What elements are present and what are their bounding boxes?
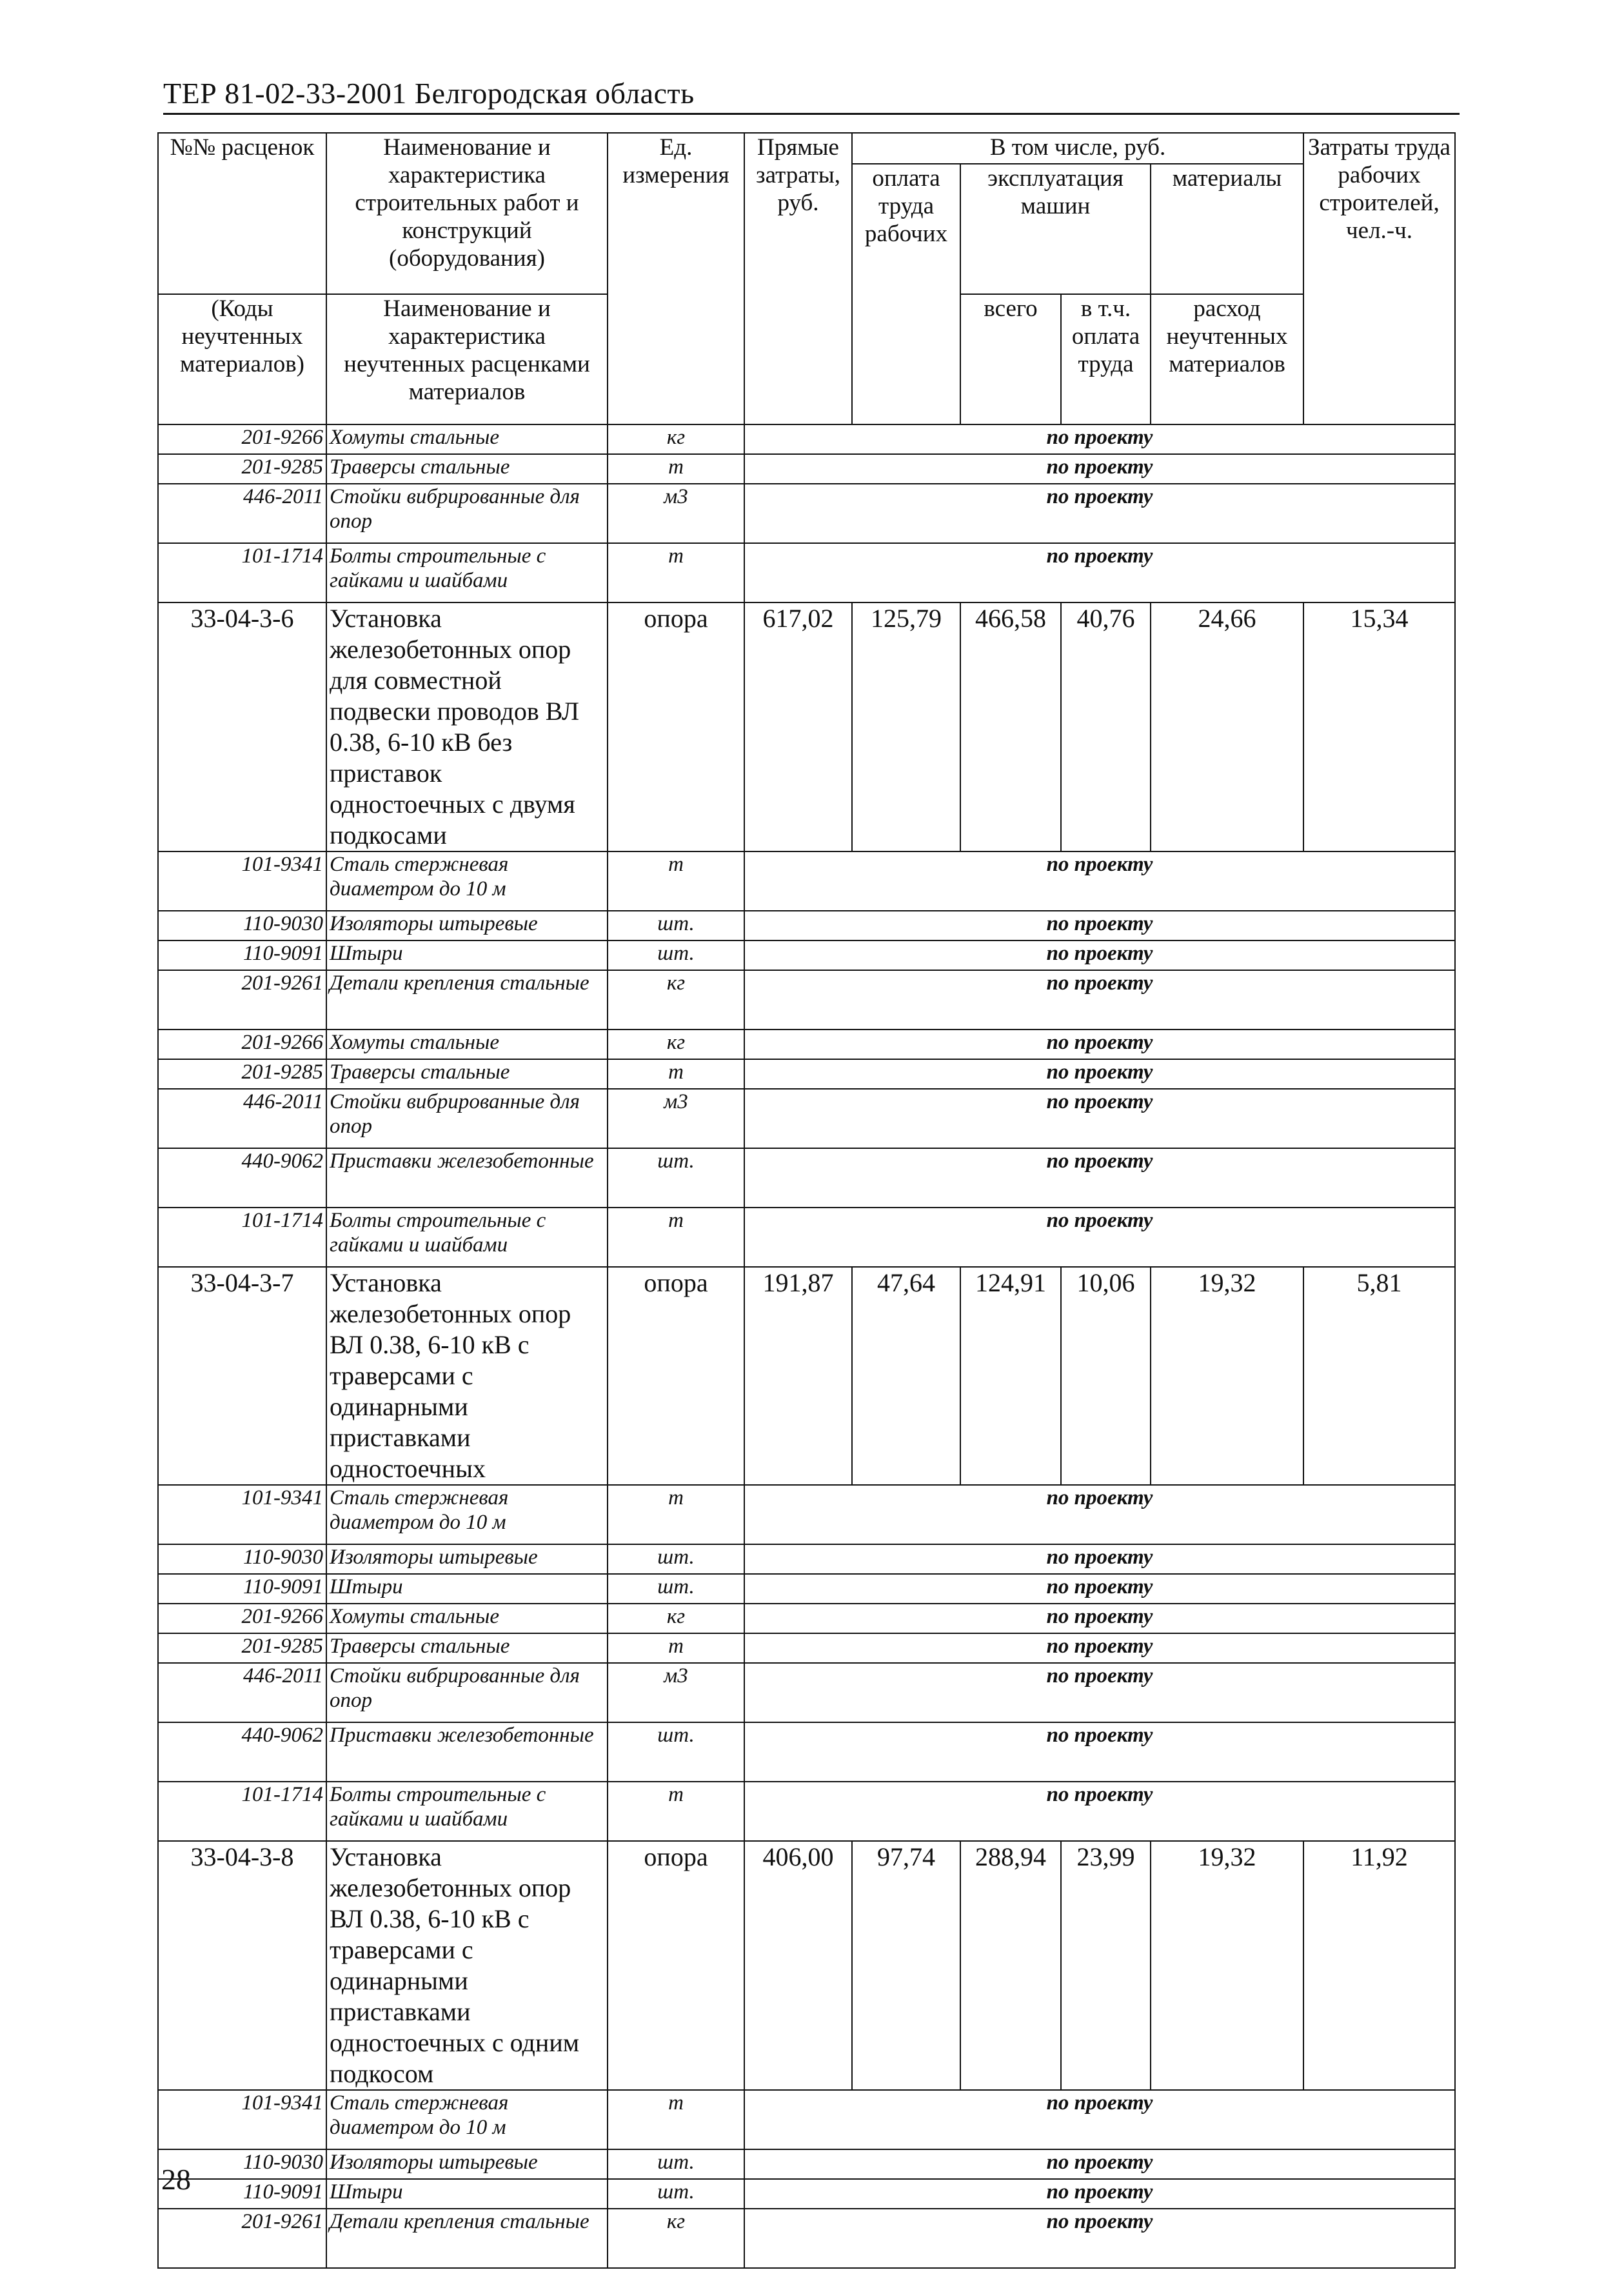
- rates-table: [157, 132, 1456, 2269]
- rate-workers: 5,81: [1303, 1267, 1455, 1485]
- material-note: по проекту: [744, 454, 1455, 484]
- material-note: по проекту: [744, 1633, 1455, 1663]
- rate-workers: 15,34: [1303, 602, 1455, 851]
- material-name: Штыри: [326, 1574, 608, 1604]
- rate-name: Установка железобетонных опор для совместной подвески проводов ВЛ 0.38, 6-10 кВ без приставок одностоечных с двумя подкосами: [326, 602, 608, 851]
- material-note: по проекту: [744, 911, 1455, 940]
- material-name: Изоляторы штыревые: [326, 911, 608, 940]
- material-row: [158, 851, 1455, 911]
- material-note: по проекту: [744, 851, 1455, 911]
- rate-materials: 24,66: [1151, 602, 1303, 851]
- material-row: [158, 1544, 1455, 1574]
- material-row: [158, 1485, 1455, 1544]
- material-note: по проекту: [744, 1208, 1455, 1267]
- header-labor: оплата труда рабочих: [852, 164, 960, 424]
- material-name: Траверсы стальные: [326, 454, 608, 484]
- rate-unit: опора: [608, 602, 744, 851]
- material-code: 101-1714: [158, 1208, 326, 1267]
- material-name: Сталь стержневая диаметром до 10 м: [326, 2090, 608, 2149]
- material-unit: т: [608, 1059, 744, 1089]
- material-unit: шт.: [608, 2149, 744, 2179]
- material-note: по проекту: [744, 484, 1455, 543]
- material-name: Стойки вибрированные для опор: [326, 1089, 608, 1148]
- header-incl-labor: в т.ч. оплата труда: [1061, 294, 1151, 424]
- page-title: ТЕР 81-02-33-2001 Белгородская область: [163, 77, 695, 110]
- material-name: Хомуты стальные: [326, 424, 608, 454]
- material-note: по проекту: [744, 543, 1455, 602]
- material-name: Траверсы стальные: [326, 1059, 608, 1089]
- rate-name: Установка железобетонных опор ВЛ 0.38, 6-10 кВ с траверсами с одинарными приставками одностоечных: [326, 1267, 608, 1485]
- material-code: 101-9341: [158, 851, 326, 911]
- material-row: [158, 1574, 1455, 1604]
- header-total: всего: [960, 294, 1061, 424]
- material-note: по проекту: [744, 1604, 1455, 1633]
- material-code: 110-9030: [158, 1544, 326, 1574]
- material-name: Изоляторы штыревые: [326, 1544, 608, 1574]
- material-unit: кг: [608, 1604, 744, 1633]
- material-code: 201-9285: [158, 1059, 326, 1089]
- material-unit: кг: [608, 424, 744, 454]
- rate-labor: 97,74: [852, 1841, 960, 2090]
- material-unit: шт.: [608, 1544, 744, 1574]
- material-row: [158, 2209, 1455, 2268]
- material-name: Болты строительные с гайками и шайбами: [326, 543, 608, 602]
- material-name: Приставки железобетонные: [326, 1722, 608, 1782]
- material-code: 440-9062: [158, 1148, 326, 1208]
- material-note: по проекту: [744, 2090, 1455, 2149]
- rate-code: 33-04-3-6: [158, 602, 326, 851]
- material-note: по проекту: [744, 940, 1455, 970]
- material-row: [158, 1604, 1455, 1633]
- material-unit: шт.: [608, 1148, 744, 1208]
- material-name: Хомуты стальные: [326, 1030, 608, 1059]
- material-row: [158, 1663, 1455, 1722]
- material-name: Хомуты стальные: [326, 1604, 608, 1633]
- material-note: по проекту: [744, 1148, 1455, 1208]
- rate-direct: 191,87: [744, 1267, 852, 1485]
- material-unit: шт.: [608, 1722, 744, 1782]
- material-note: по проекту: [744, 424, 1455, 454]
- material-row: [158, 1059, 1455, 1089]
- rate-code: 33-04-3-8: [158, 1841, 326, 2090]
- material-note: по проекту: [744, 2209, 1455, 2268]
- rate-machines-labor: 10,06: [1061, 1267, 1151, 1485]
- rate-row: [158, 1267, 1455, 1485]
- rate-labor: 125,79: [852, 602, 960, 851]
- material-unit: т: [608, 851, 744, 911]
- material-row: [158, 454, 1455, 484]
- material-name: Штыри: [326, 940, 608, 970]
- material-note: по проекту: [744, 2149, 1455, 2179]
- header-consumption: расход неучтенных материалов: [1151, 294, 1303, 424]
- rate-materials: 19,32: [1151, 1841, 1303, 2090]
- rate-materials: 19,32: [1151, 1267, 1303, 1485]
- header-workers: Затраты труда рабочих строителей, чел.-ч.: [1303, 133, 1455, 424]
- material-note: по проекту: [744, 1059, 1455, 1089]
- material-code: 101-9341: [158, 2090, 326, 2149]
- material-code: 446-2011: [158, 484, 326, 543]
- material-code: 440-9062: [158, 1722, 326, 1782]
- material-row: [158, 2149, 1455, 2179]
- material-unit: т: [608, 1633, 744, 1663]
- header-name: Наименование и характеристика строительных работ и конструкций (оборудования): [326, 133, 608, 294]
- material-code: 201-9285: [158, 1633, 326, 1663]
- material-row: [158, 1148, 1455, 1208]
- material-name: Сталь стержневая диаметром до 10 м: [326, 851, 608, 911]
- material-name: Детали крепления стальные: [326, 970, 608, 1030]
- material-unit: т: [608, 1782, 744, 1841]
- material-note: по проекту: [744, 1782, 1455, 1841]
- material-unit: кг: [608, 1030, 744, 1059]
- header-incl: В том числе, руб.: [852, 133, 1303, 164]
- material-row: [158, 1030, 1455, 1059]
- material-name: Стойки вибрированные для опор: [326, 1663, 608, 1722]
- rate-direct: 406,00: [744, 1841, 852, 2090]
- material-name: Траверсы стальные: [326, 1633, 608, 1663]
- header-machines: эксплуатация машин: [960, 164, 1151, 294]
- material-unit: м3: [608, 484, 744, 543]
- material-row: [158, 484, 1455, 543]
- material-code: 446-2011: [158, 1663, 326, 1722]
- material-unit: т: [608, 454, 744, 484]
- material-row: [158, 1089, 1455, 1148]
- material-code: 110-9091: [158, 940, 326, 970]
- header-materials: материалы: [1151, 164, 1303, 294]
- material-row: [158, 940, 1455, 970]
- rate-code: 33-04-3-7: [158, 1267, 326, 1485]
- material-unit: шт.: [608, 940, 744, 970]
- material-name: Штыри: [326, 2179, 608, 2209]
- header-unit: Ед. измерения: [608, 133, 744, 424]
- material-note: по проекту: [744, 1663, 1455, 1722]
- header-direct: Прямые затраты, руб.: [744, 133, 852, 424]
- material-note: по проекту: [744, 1089, 1455, 1148]
- rate-unit: опора: [608, 1841, 744, 2090]
- material-unit: шт.: [608, 1574, 744, 1604]
- rate-row: [158, 602, 1455, 851]
- material-unit: шт.: [608, 911, 744, 940]
- material-row: [158, 1208, 1455, 1267]
- material-note: по проекту: [744, 970, 1455, 1030]
- material-code: 110-9030: [158, 911, 326, 940]
- material-code: 446-2011: [158, 1089, 326, 1148]
- material-row: [158, 1722, 1455, 1782]
- rate-name: Установка железобетонных опор ВЛ 0.38, 6-10 кВ с траверсами с одинарными приставками одностоечных с одним подкосом: [326, 1841, 608, 2090]
- material-unit: т: [608, 543, 744, 602]
- material-row: [158, 424, 1455, 454]
- material-row: [158, 2179, 1455, 2209]
- header-row-1: [158, 133, 1455, 164]
- header-code-2: (Коды неучтенных материалов): [158, 294, 326, 424]
- material-unit: м3: [608, 1089, 744, 1148]
- material-code: 201-9266: [158, 1604, 326, 1633]
- material-name: Стойки вибрированные для опор: [326, 484, 608, 543]
- rate-unit: опора: [608, 1267, 744, 1485]
- page-header: [163, 76, 1460, 115]
- material-row: [158, 911, 1455, 940]
- rate-direct: 617,02: [744, 602, 852, 851]
- material-code: 201-9266: [158, 1030, 326, 1059]
- material-name: Болты строительные с гайками и шайбами: [326, 1208, 608, 1267]
- rate-labor: 47,64: [852, 1267, 960, 1485]
- rate-machines-labor: 23,99: [1061, 1841, 1151, 2090]
- material-unit: шт.: [608, 2179, 744, 2209]
- material-code: 201-9261: [158, 2209, 326, 2268]
- material-code: 110-9091: [158, 1574, 326, 1604]
- material-code: 101-1714: [158, 1782, 326, 1841]
- material-note: по проекту: [744, 1485, 1455, 1544]
- rate-machines: 288,94: [960, 1841, 1061, 2090]
- rate-row: [158, 1841, 1455, 2090]
- material-code: 201-9285: [158, 454, 326, 484]
- material-row: [158, 970, 1455, 1030]
- material-row: [158, 1633, 1455, 1663]
- table-body: [158, 133, 1455, 2268]
- material-code: 110-9091: [158, 2179, 326, 2209]
- material-row: [158, 543, 1455, 602]
- material-note: по проекту: [744, 2179, 1455, 2209]
- material-note: по проекту: [744, 1030, 1455, 1059]
- rate-workers: 11,92: [1303, 1841, 1455, 2090]
- material-note: по проекту: [744, 1544, 1455, 1574]
- material-note: по проекту: [744, 1574, 1455, 1604]
- material-unit: т: [608, 2090, 744, 2149]
- material-unit: кг: [608, 970, 744, 1030]
- material-unit: м3: [608, 1663, 744, 1722]
- material-code: 201-9266: [158, 424, 326, 454]
- rate-machines: 466,58: [960, 602, 1061, 851]
- material-code: 201-9261: [158, 970, 326, 1030]
- material-name: Детали крепления стальные: [326, 2209, 608, 2268]
- header-code: №№ расценок: [158, 133, 326, 294]
- material-note: по проекту: [744, 1722, 1455, 1782]
- material-name: Болты строительные с гайками и шайбами: [326, 1782, 608, 1841]
- rate-machines: 124,91: [960, 1267, 1061, 1485]
- material-name: Изоляторы штыревые: [326, 2149, 608, 2179]
- material-row: [158, 2090, 1455, 2149]
- material-code: 101-1714: [158, 543, 326, 602]
- material-row: [158, 1782, 1455, 1841]
- page-number: 28: [161, 2163, 191, 2196]
- material-unit: т: [608, 1208, 744, 1267]
- material-code: 110-9030: [158, 2149, 326, 2179]
- material-name: Приставки железобетонные: [326, 1148, 608, 1208]
- header-name-2: Наименование и характеристика неучтенных расценками материалов: [326, 294, 608, 424]
- material-name: Сталь стержневая диаметром до 10 м: [326, 1485, 608, 1544]
- material-code: 101-9341: [158, 1485, 326, 1544]
- material-unit: кг: [608, 2209, 744, 2268]
- material-unit: т: [608, 1485, 744, 1544]
- rate-machines-labor: 40,76: [1061, 602, 1151, 851]
